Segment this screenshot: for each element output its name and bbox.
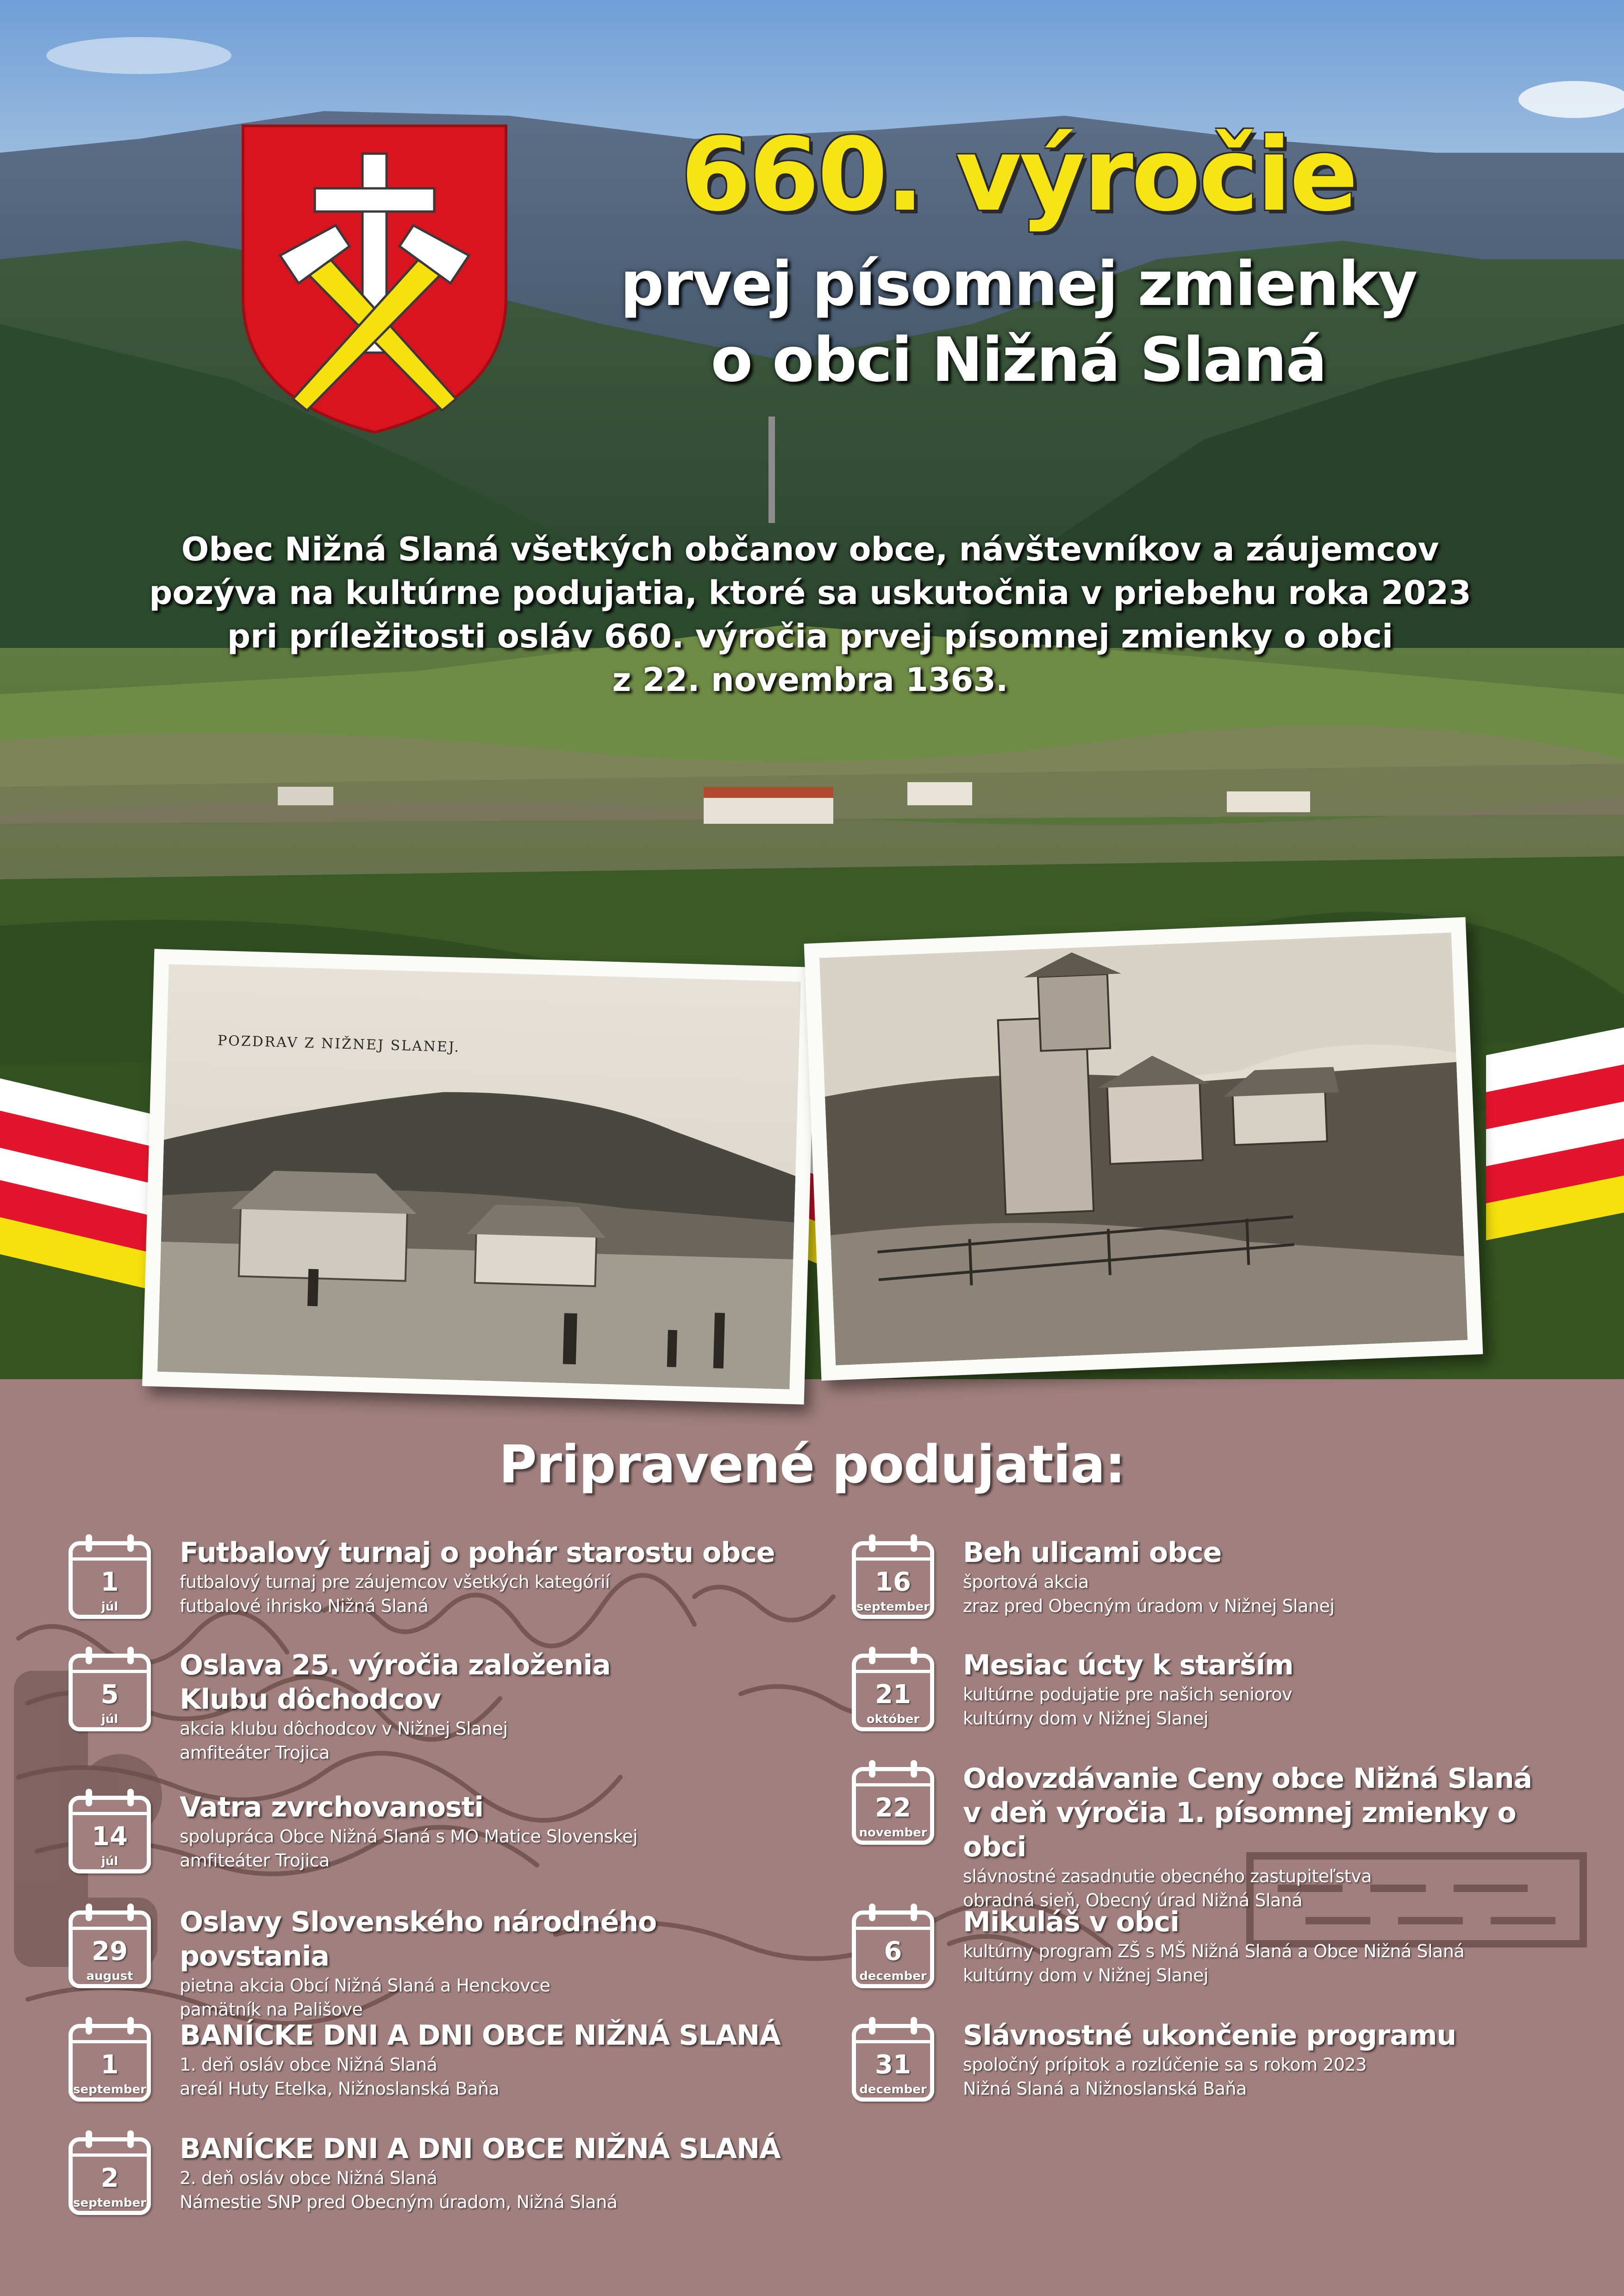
event-description: akcia klubu dôchodcov v Nižnej Slanej bbox=[180, 1718, 508, 1739]
event-title: Vatra zvrchovanosti bbox=[180, 1791, 483, 1823]
event-month: december bbox=[859, 2083, 927, 2097]
event-title: Oslavy Slovenského národného povstania bbox=[180, 1906, 657, 1972]
calendar-icon bbox=[69, 2016, 156, 2106]
flag-ribbon-left bbox=[0, 1078, 157, 1291]
calendar-icon bbox=[69, 1787, 156, 1878]
event-description: kultúrny program ZŠ s MŠ Nižná Slaná a Obce Nižná Slaná bbox=[963, 1941, 1465, 1961]
event-title: Slávnostné ukončenie programu bbox=[963, 2019, 1456, 2052]
anniversary-title: 660. výročie bbox=[681, 117, 1356, 234]
intro-line: z 22. novembra 1363. bbox=[612, 661, 1008, 699]
postcard-village-photo bbox=[157, 964, 801, 1389]
event-location: areál Huty Etelka, Nižnoslanská Baňa bbox=[180, 2078, 500, 2099]
event-title: Mikuláš v obci bbox=[963, 1906, 1179, 1938]
event-month: júl bbox=[101, 1712, 119, 1726]
event-title: Beh ulicami obce bbox=[963, 1537, 1222, 1569]
event-title: Futbalový turnaj o pohár starostu obce bbox=[180, 1537, 775, 1569]
event-day: 16 bbox=[875, 1567, 911, 1597]
event-day: 14 bbox=[92, 1822, 128, 1852]
coat-of-arms bbox=[238, 121, 511, 436]
event-title: Mesiac úcty k starším bbox=[963, 1649, 1293, 1681]
event-day: 6 bbox=[884, 1936, 902, 1966]
event-location: amfiteáter Trojica bbox=[180, 1850, 330, 1871]
event-day: 22 bbox=[875, 1793, 911, 1823]
calendar-icon bbox=[852, 2016, 940, 2106]
title-subline-1: prvej písomnej zmienky bbox=[620, 249, 1417, 320]
event-description: pietna akcia Obcí Nižná Slaná a Henckovce bbox=[180, 1975, 550, 1996]
calendar-icon bbox=[852, 1902, 940, 1992]
intro-line: Obec Nižná Slaná všetkých občanov obce, návštevníkov a záujemcov bbox=[181, 530, 1439, 568]
postcard-caption: POZDRAV Z NIŽNEJ SLANEJ. bbox=[217, 1033, 461, 1056]
calendar-icon bbox=[69, 1533, 156, 1623]
event-location: kultúrny dom v Nižnej Slanej bbox=[963, 1965, 1209, 1985]
event-description: 1. deň osláv obce Nižná Slaná bbox=[180, 2054, 437, 2075]
intro-paragraph bbox=[116, 528, 1505, 702]
event-month: september bbox=[73, 2083, 146, 2097]
event-month: október bbox=[866, 1712, 920, 1726]
event-description: 2. deň osláv obce Nižná Slaná bbox=[180, 2168, 437, 2188]
event-title: Odovzdávanie Ceny obce Nižná Slaná bbox=[963, 1762, 1532, 1795]
event-title: BANÍCKE DNI A DNI OBCE NIŽNÁ SLANÁ bbox=[180, 2019, 781, 2052]
event-title-line-2: Klubu dôchodcov bbox=[180, 1683, 441, 1716]
event-location: Nižná Slaná a Nižnoslanská Baňa bbox=[963, 2078, 1247, 2099]
event-day: 31 bbox=[875, 2050, 911, 2080]
event-day: 21 bbox=[875, 1680, 911, 1710]
event-day: 5 bbox=[100, 1680, 119, 1710]
event-location: pamätník na Pališove bbox=[180, 1999, 363, 2020]
event-day: 1 bbox=[100, 1567, 119, 1597]
event-location: futbalové ihrisko Nižná Slaná bbox=[180, 1596, 429, 1616]
event-month: august bbox=[86, 1969, 133, 1983]
event-month: december bbox=[859, 1969, 927, 1983]
calendar-icon bbox=[69, 1645, 156, 1736]
intro-line: pri príležitosti osláv 660. výročia prvej písomnej zmienky o obci bbox=[227, 617, 1393, 655]
event-title: BANÍCKE DNI A DNI OBCE NIŽNÁ SLANÁ bbox=[180, 2133, 781, 2165]
events-heading: Pripravené podujatia: bbox=[499, 1435, 1125, 1495]
calendar-icon bbox=[69, 1902, 156, 1992]
historic-postcard-mine bbox=[804, 917, 1483, 1381]
event-description: kultúrne podujatie pre našich seniorov bbox=[963, 1684, 1293, 1705]
event-description: futbalový turnaj pre záujemcov všetkých kategórií bbox=[180, 1572, 610, 1592]
event-description: slávnostné zasadnutie obecného zastupiteľstva bbox=[963, 1866, 1372, 1886]
event-location: kultúrny dom v Nižnej Slanej bbox=[963, 1708, 1209, 1729]
event-location: amfiteáter Trojica bbox=[180, 1742, 330, 1763]
postcard-mine-photo bbox=[819, 933, 1468, 1365]
event-month: júl bbox=[101, 1854, 119, 1868]
title-subline-2: o obci Nižná Slaná bbox=[711, 324, 1326, 396]
calendar-icon bbox=[852, 1759, 940, 1849]
calendar-icon bbox=[852, 1645, 940, 1736]
event-description: spolupráca Obce Nižná Slaná s MO Matice Slovenskej bbox=[180, 1826, 638, 1847]
event-title-line-2: v deň výročia 1. písomnej zmienky o obci bbox=[963, 1797, 1516, 1863]
event-location: zraz pred Obecným úradom v Nižnej Slanej bbox=[963, 1596, 1335, 1616]
event-day: 1 bbox=[100, 2050, 119, 2080]
event-day: 29 bbox=[92, 1936, 128, 1966]
calendar-icon bbox=[69, 2129, 156, 2219]
event-location: Námestie SNP pred Obecným úradom, Nižná Slaná bbox=[180, 2192, 618, 2212]
flag-ribbon-right bbox=[1486, 1027, 1624, 1240]
event-description: spoločný prípitok a rozlúčenie sa s rokom 2023 bbox=[963, 2054, 1367, 2075]
calendar-icon bbox=[852, 1533, 940, 1623]
event-month: júl bbox=[101, 1600, 119, 1614]
event-month: september bbox=[73, 2196, 146, 2210]
event-month: november bbox=[859, 1826, 927, 1840]
intro-line: pozýva na kultúrne podujatia, ktoré sa uskutočnia v priebehu roka 2023 bbox=[149, 574, 1471, 612]
historic-postcard-village bbox=[142, 949, 816, 1405]
event-day: 2 bbox=[100, 2163, 119, 2193]
event-month: september bbox=[856, 1600, 930, 1614]
event-description: športová akcia bbox=[963, 1572, 1089, 1592]
event-location: obradná sieň, Obecný úrad Nižná Slaná bbox=[963, 1890, 1303, 1910]
event-title: Oslava 25. výročia založenia bbox=[180, 1649, 611, 1681]
